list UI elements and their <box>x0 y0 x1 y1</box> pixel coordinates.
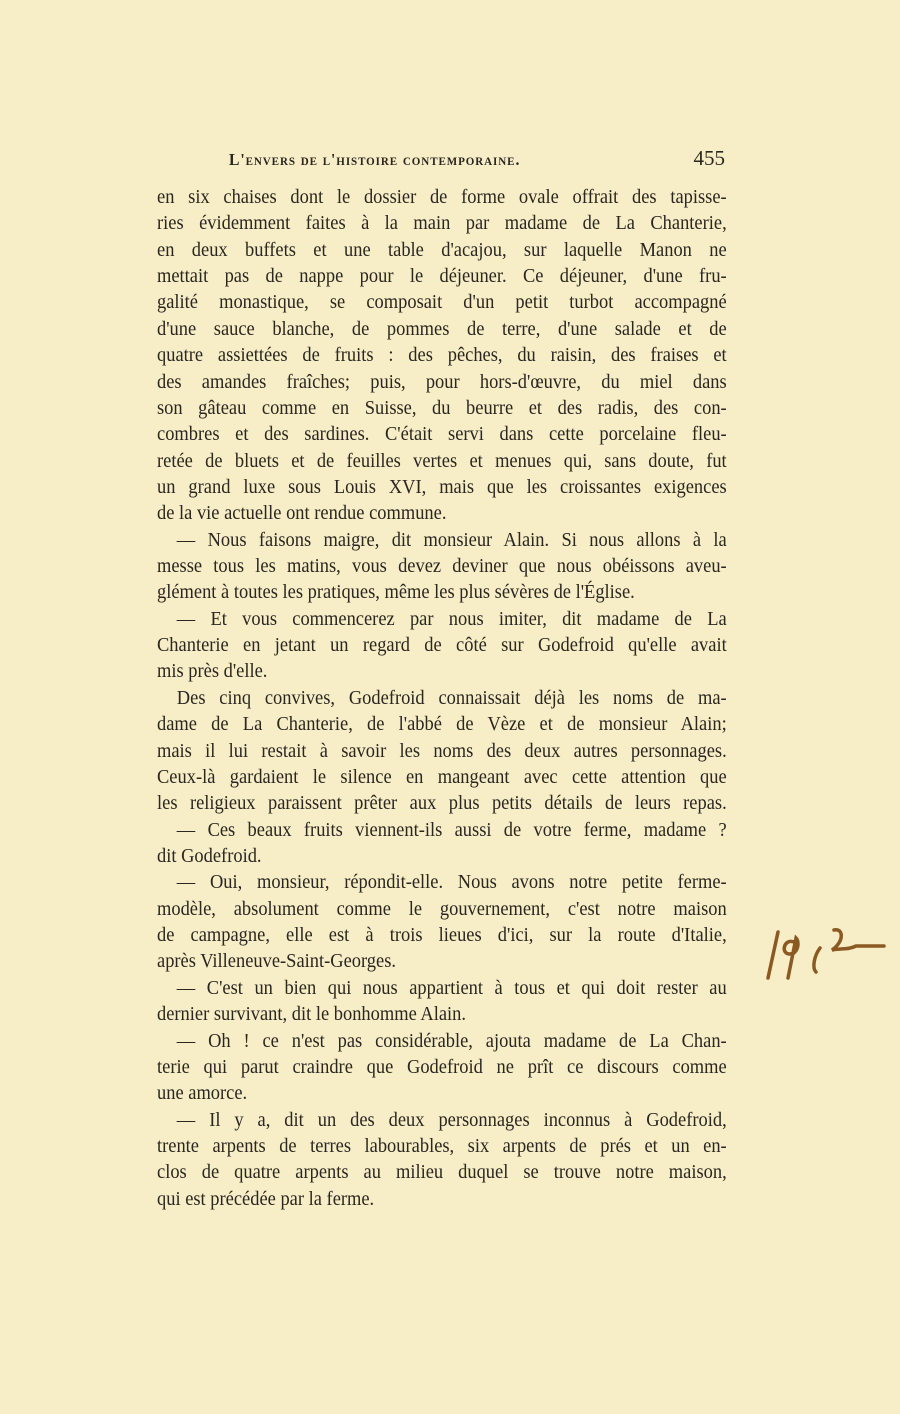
text-line: modèle, absolument comme le gouvernement, c'est notre maison <box>157 897 727 920</box>
text-line: mis près d'elle. <box>157 660 268 683</box>
text-line: après Villeneuve-Saint-Georges. <box>157 950 397 973</box>
text-line: — Et vous commencerez par nous imiter, dit madame de La <box>176 607 727 630</box>
text-line: Ceux-là gardaient le silence en mangeant avec cette attention que <box>157 765 727 788</box>
text-line: clos de quatre arpents au milieu duquel se trouve notre maison, <box>157 1161 727 1184</box>
text-line: combres et des sardines. C'était servi dans cette porcelaine fleu- <box>157 423 727 446</box>
text-line: messe tous les matins, vous devez deviner que nous obéissons aveu- <box>157 555 727 578</box>
text-line: qui est précédée par la ferme. <box>157 1187 375 1210</box>
text-line: dernier survivant, dit le bonhomme Alain. <box>157 1003 466 1026</box>
text-line: les religieux paraissent prêter aux plus petits détails de leurs repas. <box>157 792 727 815</box>
text-line: quatre assiettées de fruits : des pêches, du raisin, des fraises et <box>157 344 727 367</box>
body-text <box>157 184 727 1212</box>
text-line: un grand luxe sous Louis XVI, mais que les croissantes exigences <box>157 475 727 498</box>
text-line: d'une sauce blanche, de pommes de terre, d'une salade et de <box>157 317 727 340</box>
text-line: — Nous faisons maigre, dit monsieur Alain. Si nous allons à la <box>176 528 727 551</box>
text-line: en deux buffets et une table d'acajou, sur laquelle Manon ne <box>157 238 727 261</box>
text-line: mettait pas de nappe pour le déjeuner. Ce déjeuner, d'une fru- <box>157 265 727 288</box>
text-line: une amorce. <box>157 1082 248 1105</box>
text-line: glément à toutes les pratiques, même les plus sévères de l'Église. <box>157 581 635 604</box>
page-number: 455 <box>693 146 725 170</box>
running-header <box>157 146 727 176</box>
text-line: mais il lui restait à savoir les noms des deux autres personnages. <box>157 739 727 762</box>
text-line: galité monastique, se composait d'un petit turbot accompagné <box>157 291 727 314</box>
text-line: — Oh ! ce n'est pas considérable, ajouta madame de La Chan- <box>176 1029 727 1052</box>
text-line: — Oui, monsieur, répondit-elle. Nous avons notre petite ferme- <box>176 871 727 894</box>
text-line: dit Godefroid. <box>157 844 262 867</box>
handwritten-note <box>760 920 890 990</box>
text-line: terie qui parut craindre que Godefroid ne prît ce discours comme <box>157 1055 727 1078</box>
running-title: L'envers de l'histoire contemporaine. <box>229 150 521 169</box>
text-line: de la vie actuelle ont rendue commune. <box>157 502 447 525</box>
text-line: — Ces beaux fruits viennent-ils aussi de votre ferme, madame ? <box>176 818 727 841</box>
text-line: des amandes fraîches; puis, pour hors-d'œuvre, du miel dans <box>157 370 727 393</box>
text-line: Chanterie en jetant un regard de côté sur Godefroid qu'elle avait <box>157 634 727 657</box>
text-line: ries évidemment faites à la main par madame de La Chanterie, <box>157 212 727 235</box>
text-line: dame de La Chanterie, de l'abbé de Vèze et de monsieur Alain; <box>157 713 727 736</box>
text-line: Des cinq convives, Godefroid connaissait déjà les noms de ma- <box>176 686 727 709</box>
text-line: trente arpents de terres labourables, six arpents de prés et un en- <box>157 1134 727 1157</box>
text-line: en six chaises dont le dossier de forme ovale offrait des tapisse- <box>157 186 727 208</box>
text-line: son gâteau comme en Suisse, du beurre et des radis, des con- <box>157 396 727 419</box>
text-line: retée de bluets et de feuilles vertes et menues qui, sans doute, fut <box>157 449 727 472</box>
text-line: de campagne, elle est à trois lieues d'ici, sur la route d'Italie, <box>157 924 727 947</box>
text-line: — Il y a, dit un des deux personnages inconnus à Godefroid, <box>176 1108 727 1131</box>
text-line: — C'est un bien qui nous appartient à tous et qui doit rester au <box>176 976 727 999</box>
